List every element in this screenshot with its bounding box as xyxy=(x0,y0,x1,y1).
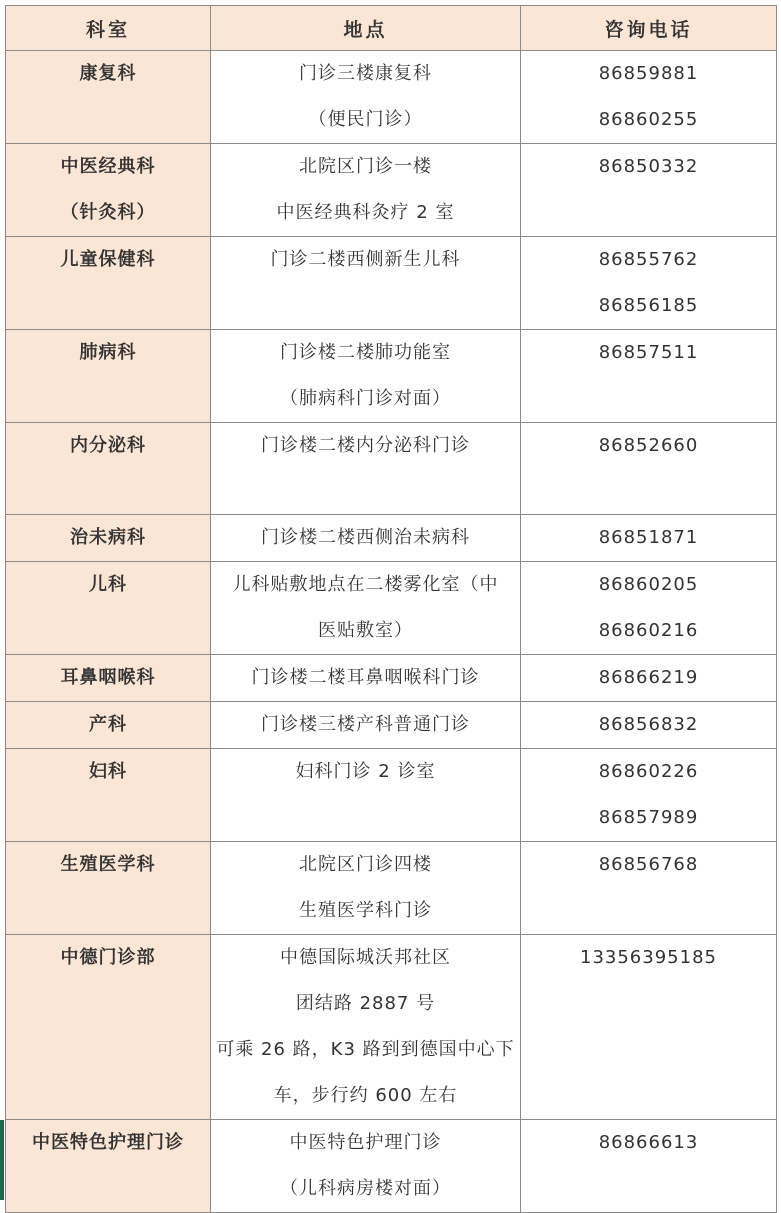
department-name: 康复科 xyxy=(79,63,137,84)
table-row xyxy=(6,749,777,842)
phone-number[interactable]: 86860255 xyxy=(598,109,699,130)
location-cell xyxy=(211,515,521,562)
phone-number[interactable]: 86855762 xyxy=(598,249,699,270)
location-line: （肺病科门诊对面） xyxy=(280,388,451,409)
table-row xyxy=(6,702,777,749)
location-line: 北院区门诊四楼 xyxy=(299,854,432,875)
department-name: 儿童保健科 xyxy=(60,249,156,270)
header-phone: 咨询电话 xyxy=(521,6,777,51)
location-line: 中医特色护理门诊 xyxy=(289,1132,442,1153)
department-cell xyxy=(6,330,211,423)
phone-cell xyxy=(521,330,777,423)
department-name-sub: （针灸科） xyxy=(60,202,156,223)
phone-cell xyxy=(521,51,777,144)
phone-cell xyxy=(521,749,777,842)
phone-number[interactable]: 86866613 xyxy=(598,1132,699,1153)
department-name: 生殖医学科 xyxy=(60,854,156,875)
department-cell xyxy=(6,144,211,237)
decorative-edge-strip xyxy=(0,1120,4,1200)
phone-cell xyxy=(521,562,777,655)
table-row xyxy=(6,842,777,935)
location-line: 医贴敷室） xyxy=(318,620,413,641)
location-cell xyxy=(211,702,521,749)
location-line: 门诊楼二楼西侧治未病科 xyxy=(261,527,470,548)
phone-number[interactable]: 86857511 xyxy=(598,342,699,363)
location-cell xyxy=(211,842,521,935)
table-row xyxy=(6,330,777,423)
phone-number[interactable]: 86856768 xyxy=(598,854,699,875)
location-line: 门诊楼三楼产科普通门诊 xyxy=(261,714,470,735)
location-line: 车，步行约 600 左右 xyxy=(273,1085,458,1106)
table-row xyxy=(6,935,777,1120)
phone-number[interactable]: 86856832 xyxy=(598,714,699,735)
location-cell xyxy=(211,1120,521,1213)
department-cell xyxy=(6,515,211,562)
table-row xyxy=(6,237,777,330)
phone-number[interactable]: 86866219 xyxy=(598,667,699,688)
header-department: 科室 xyxy=(6,6,211,51)
department-cell xyxy=(6,423,211,515)
location-line: （便民门诊） xyxy=(308,109,423,130)
location-line: 妇科门诊 2 诊室 xyxy=(295,761,436,782)
table-row xyxy=(6,562,777,655)
department-cell xyxy=(6,702,211,749)
location-line: 可乘 26 路，K3 路到到德国中心下 xyxy=(216,1039,515,1060)
header-location: 地点 xyxy=(211,6,521,51)
phone-cell xyxy=(521,1120,777,1213)
department-name: 儿科 xyxy=(89,574,127,595)
department-cell xyxy=(6,237,211,330)
location-cell xyxy=(211,562,521,655)
location-cell xyxy=(211,330,521,423)
department-contact-table xyxy=(5,5,777,1213)
table-header-row xyxy=(6,6,777,51)
location-line: 北院区门诊一楼 xyxy=(299,156,432,177)
department-cell xyxy=(6,749,211,842)
department-name: 中德门诊部 xyxy=(60,947,156,968)
phone-cell xyxy=(521,423,777,515)
phone-number[interactable]: 86851871 xyxy=(598,527,699,548)
location-line: 门诊楼二楼内分泌科门诊 xyxy=(261,435,470,456)
department-cell xyxy=(6,1120,211,1213)
department-name: 妇科 xyxy=(89,761,127,782)
location-cell xyxy=(211,749,521,842)
department-name: 肺病科 xyxy=(79,342,137,363)
department-name: 中医特色护理门诊 xyxy=(32,1132,184,1153)
location-line: 门诊楼二楼耳鼻咽喉科门诊 xyxy=(251,667,480,688)
location-line: 中德国际城沃邦社区 xyxy=(280,947,451,968)
phone-number[interactable]: 86860205 xyxy=(598,574,699,595)
phone-number[interactable]: 86857989 xyxy=(598,807,699,828)
location-line: 儿科贴敷地点在二楼雾化室（中 xyxy=(232,574,499,595)
department-name: 产科 xyxy=(89,714,127,735)
phone-number[interactable]: 13356395185 xyxy=(580,947,717,968)
location-line: 门诊楼二楼肺功能室 xyxy=(280,342,451,363)
phone-cell xyxy=(521,515,777,562)
phone-cell xyxy=(521,237,777,330)
location-cell xyxy=(211,423,521,515)
location-line: 门诊三楼康复科 xyxy=(299,63,432,84)
phone-number[interactable]: 86856185 xyxy=(598,295,699,316)
phone-cell xyxy=(521,842,777,935)
location-cell xyxy=(211,51,521,144)
phone-number[interactable]: 86859881 xyxy=(598,63,699,84)
phone-cell xyxy=(521,144,777,237)
location-cell xyxy=(211,144,521,237)
table-row xyxy=(6,51,777,144)
phone-number[interactable]: 86850332 xyxy=(598,156,699,177)
location-cell xyxy=(211,935,521,1120)
department-cell xyxy=(6,655,211,702)
department-name: 耳鼻咽喉科 xyxy=(60,667,156,688)
location-cell xyxy=(211,237,521,330)
department-name: 内分泌科 xyxy=(70,435,146,456)
location-line: 中医经典科灸疗 2 室 xyxy=(276,202,455,223)
phone-cell xyxy=(521,702,777,749)
department-cell xyxy=(6,842,211,935)
phone-cell xyxy=(521,655,777,702)
location-line: （儿科病房楼对面） xyxy=(280,1178,451,1199)
phone-number[interactable]: 86852660 xyxy=(598,435,699,456)
location-cell xyxy=(211,655,521,702)
location-line: 团结路 2887 号 xyxy=(295,993,436,1014)
department-name: 治未病科 xyxy=(70,527,146,548)
department-cell xyxy=(6,562,211,655)
table-row xyxy=(6,423,777,515)
table-row xyxy=(6,515,777,562)
department-cell xyxy=(6,51,211,144)
location-line: 生殖医学科门诊 xyxy=(299,900,432,921)
table-row xyxy=(6,144,777,237)
department-cell xyxy=(6,935,211,1120)
phone-number[interactable]: 86860216 xyxy=(598,620,699,641)
phone-cell xyxy=(521,935,777,1120)
location-line: 门诊二楼西侧新生儿科 xyxy=(270,249,461,270)
table-row xyxy=(6,655,777,702)
table-row xyxy=(6,1120,777,1213)
phone-number[interactable]: 86860226 xyxy=(598,761,699,782)
department-name: 中医经典科 xyxy=(60,156,156,177)
